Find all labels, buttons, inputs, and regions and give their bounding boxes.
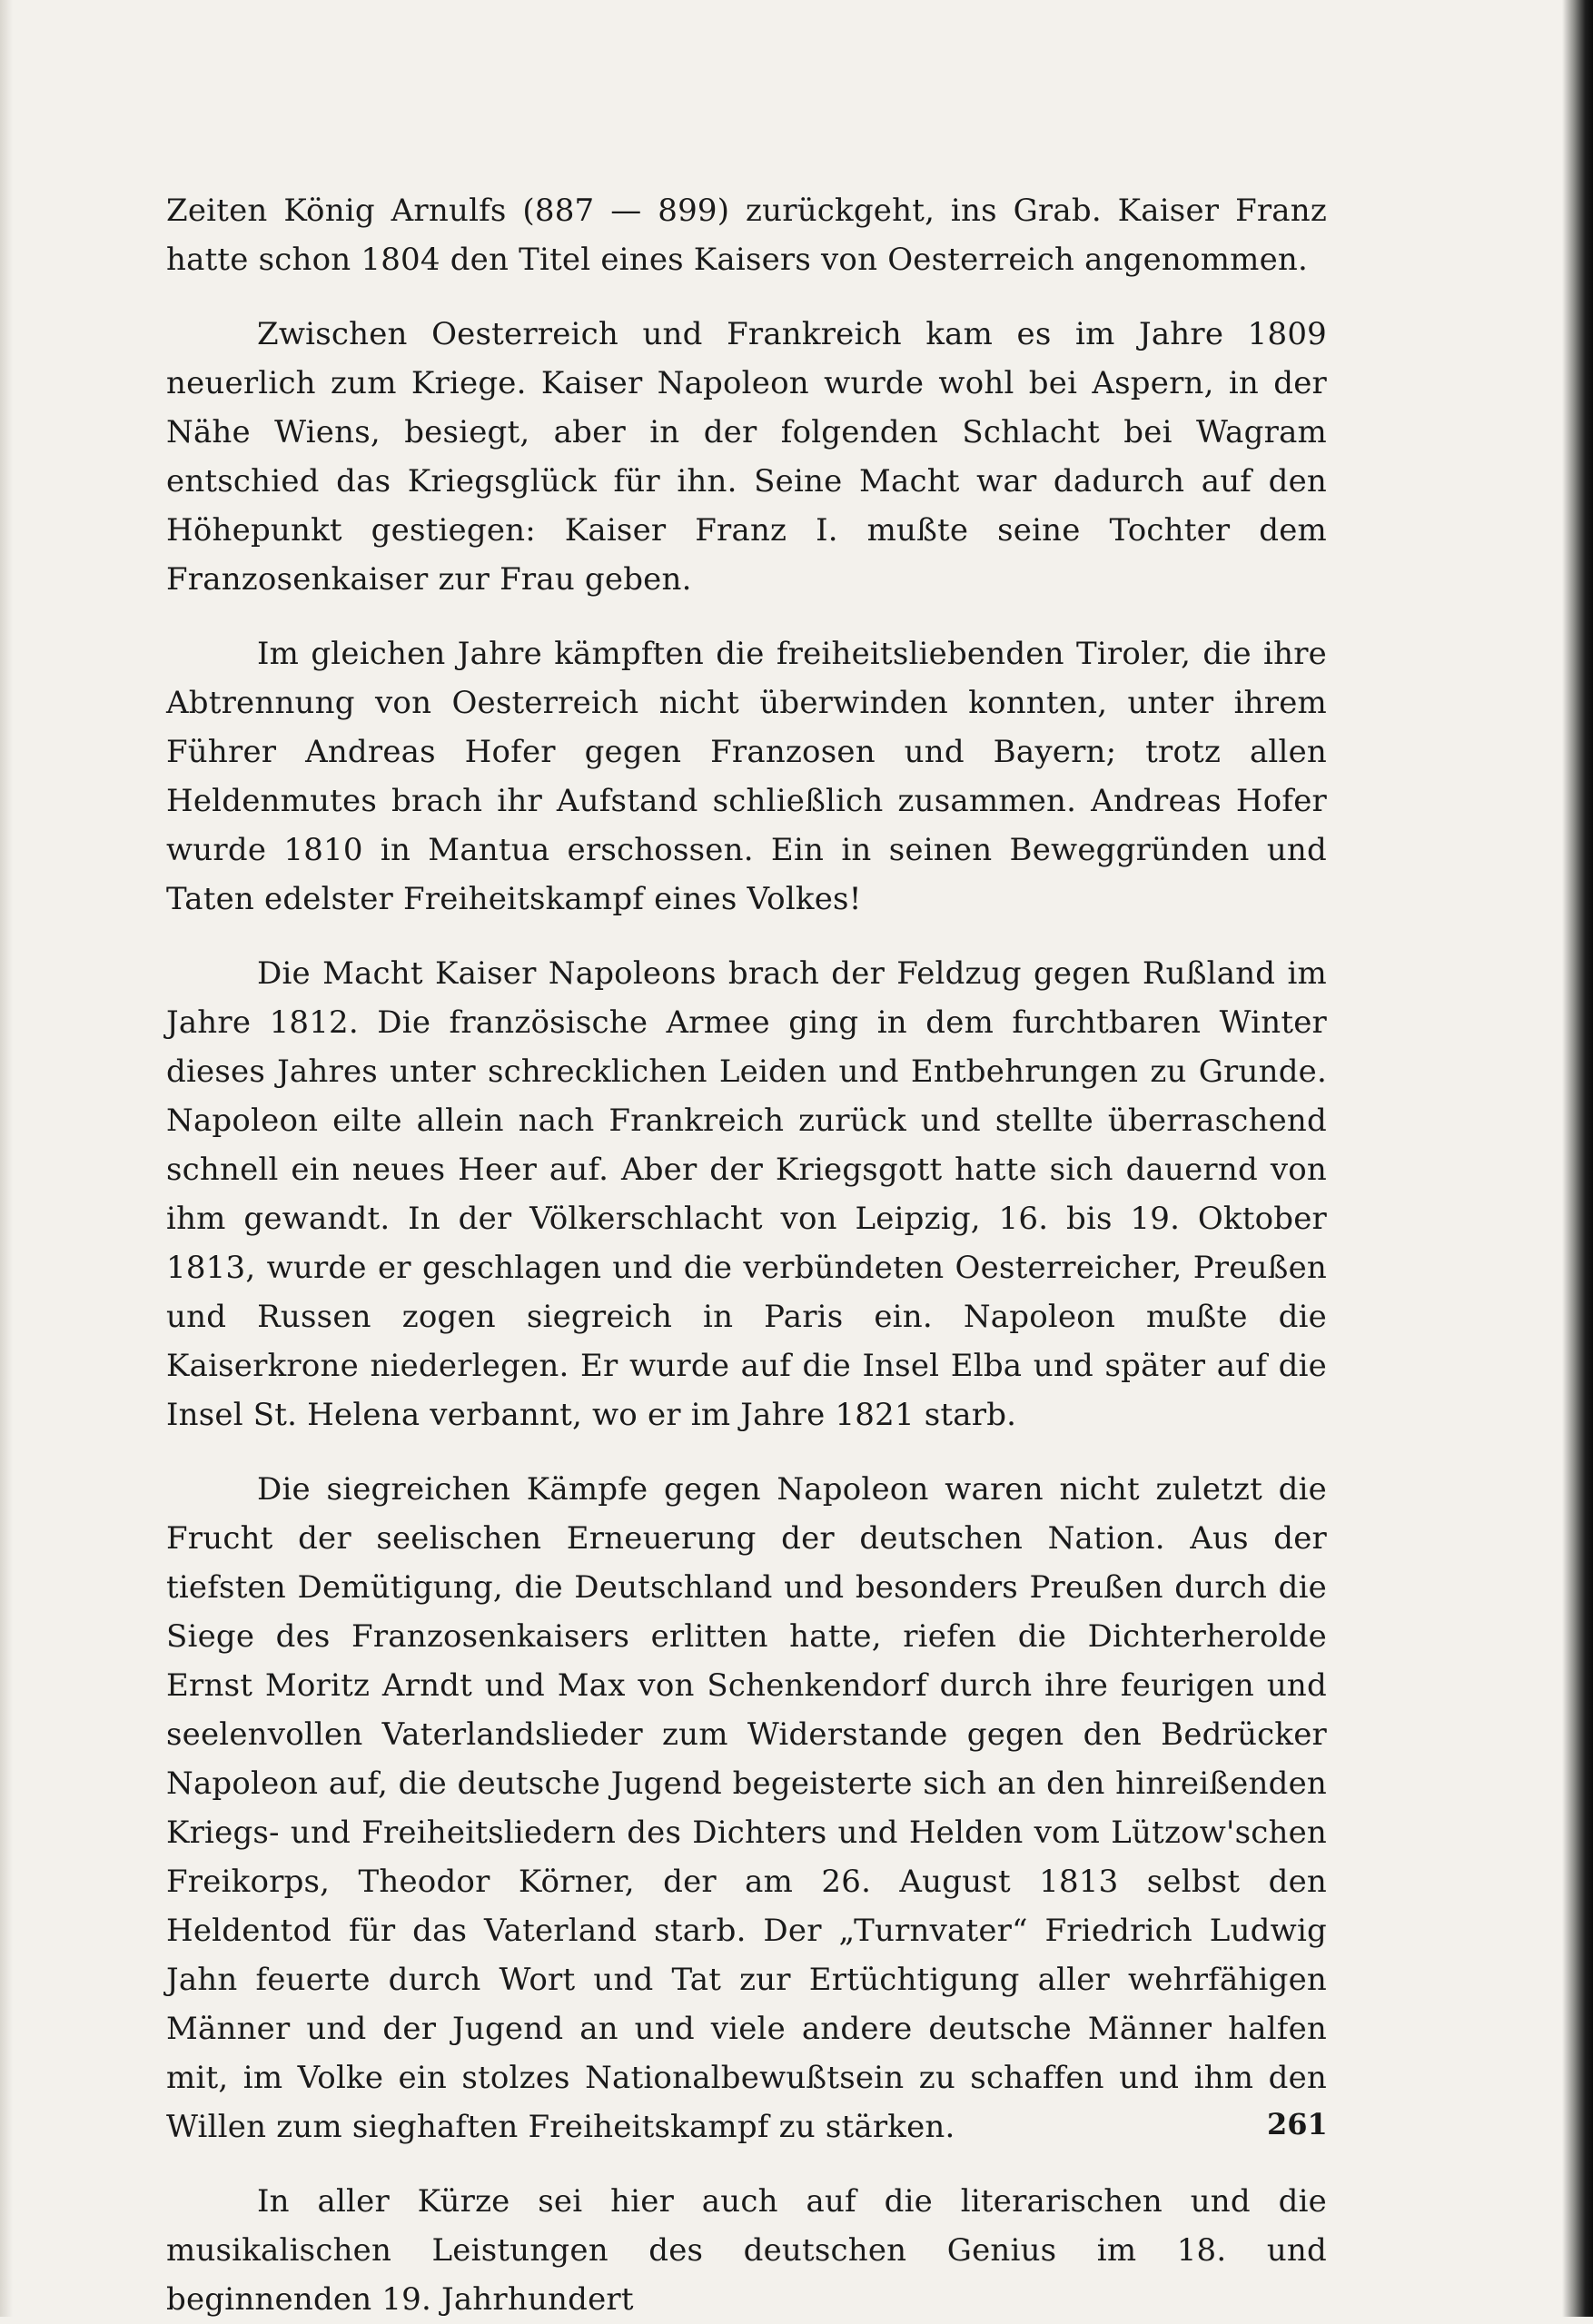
body-text [166, 186, 1327, 2324]
page-left-shade [0, 0, 13, 2317]
paragraph-1: Zeiten König Arnulfs (887 — 899) zurückgeht, ins Grab. Kaiser Franz hatte schon 1804 den Titel eines Kaisers von Oesterreich angenommen. [166, 193, 1327, 278]
page-edge-shadow [1562, 0, 1593, 2317]
paragraph-5: Die siegreichen Kämpfe gegen Napoleon waren nicht zuletzt die Frucht der seelischen Erneuerung der deutschen Nation. Aus der tiefsten Demütigung, die Deutschland und besonders Preußen durch die Siege des Franzosenkaisers erlitten hatte, riefen die Dichterherolde Ernst Moritz Arndt und Max von Schenkendorf durch ihre feurigen und seelenvollen Vaterlandslieder zum Widerstande gegen den Bedrücker Napoleon auf, die deutsche Jugend begeisterte sich an den hinreißenden Kriegs- und Freiheitsliedern des Dichters und Helden vom Lützow'schen Freikorps, Theodor Körner, der am 26. August 1813 selbst den Heldentod für das Vaterland starb. Der „Turnvater“ Friedrich Ludwig Jahn feuerte durch Wort und Tat zur Ertüchtigung aller wehrfähigen Männer und der Jugend an und viele andere deutsche Männer halfen mit, im Volke ein stolzes Nationalbewußtsein zu schaffen und ihm den Willen zum sieghaften Freiheitskampf zu stärken. [166, 1471, 1327, 2145]
paragraph-2: Zwischen Oesterreich und Frankreich kam es im Jahre 1809 neuerlich zum Kriege. Kaiser Napoleon wurde wohl bei Aspern, in der Nähe Wiens, besiegt, aber in der folgenden Schlacht bei Wagram entschied das Kriegsglück für ihn. Seine Macht war dadurch auf den Höhepunkt gestiegen: Kaiser Franz I. mußte seine Tochter dem Franzosenkaiser zur Frau geben. [166, 316, 1327, 598]
paragraph-3: Im gleichen Jahre kämpften die freiheitsliebenden Tiroler, die ihre Abtrennung von Oesterreich nicht überwinden konnten, unter ihrem Führer Andreas Hofer gegen Franzosen und Bayern; trotz allen Heldenmutes brach ihr Aufstand schließlich zusammen. Andreas Hofer wurde 1810 in Mantua erschossen. Ein in seinen Beweggründen und Taten edelster Freiheitskampf eines Volkes! [166, 636, 1327, 917]
page-number: 261 [1267, 2107, 1328, 2141]
paragraph-4: Die Macht Kaiser Napoleons brach der Feldzug gegen Rußland im Jahre 1812. Die französische Armee ging in dem furchtbaren Winter dieses Jahres unter schrecklichen Leiden und Entbehrungen zu Grunde. Napoleon eilte allein nach Frankreich zurück und stellte überraschend schnell ein neues Heer auf. Aber der Kriegsgott hatte sich dauernd von ihm gewandt. In der Völkerschlacht von Leipzig, 16. bis 19. Oktober 1813, wurde er geschlagen und die verbündeten Oesterreicher, Preußen und Russen zogen siegreich in Paris ein. Napoleon mußte die Kaiserkrone niederlegen. Er wurde auf die Insel Elba und später auf die Insel St. Helena verbannt, wo er im Jahre 1821 starb. [166, 955, 1327, 1433]
paragraph-6: In aller Kürze sei hier auch auf die literarischen und die musikalischen Leistungen des deutschen Genius im 18. und beginnenden 19. Jahrhundert [166, 2183, 1327, 2318]
